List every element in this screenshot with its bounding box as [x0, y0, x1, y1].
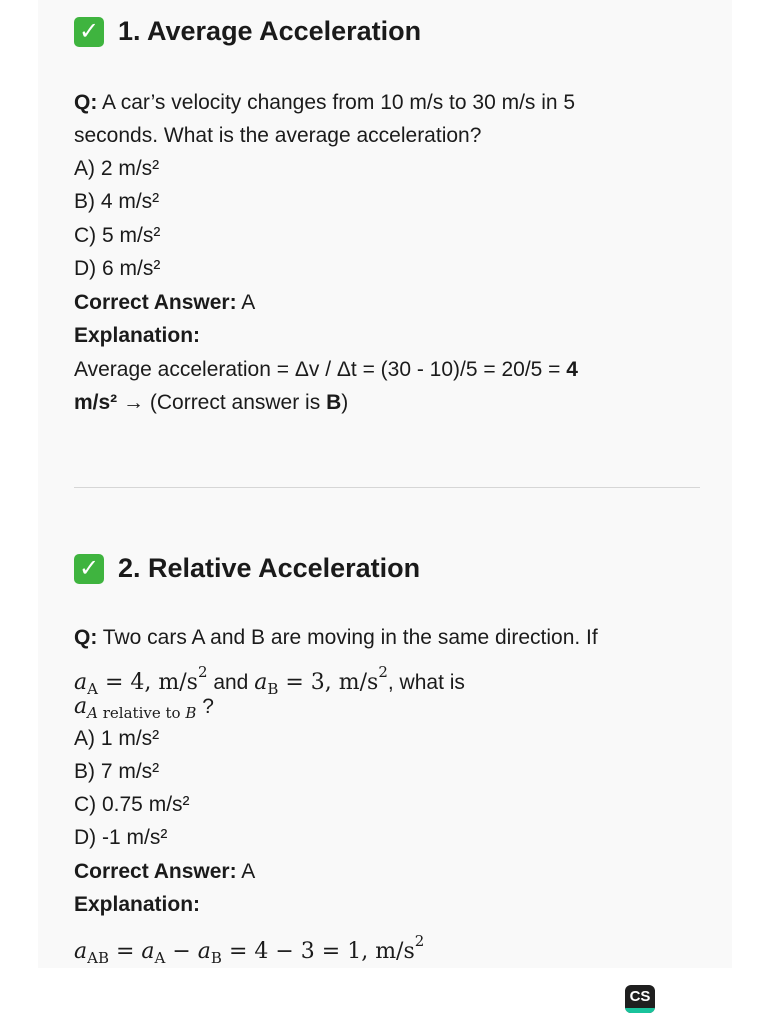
camscanner-logo-icon [625, 985, 655, 1013]
check-mark-icon: ✓ [74, 554, 104, 584]
logo-accent-bar [625, 1008, 655, 1013]
question-1-line-2: seconds. What is the average acceleration? [74, 124, 482, 147]
question-label: Q: [74, 91, 98, 114]
relative-text: relative to [102, 704, 181, 722]
section-divider [74, 487, 700, 488]
option-d: D) -1 m/s² [74, 826, 168, 849]
explanation-line-2 [74, 386, 348, 419]
answer-value: A [241, 291, 256, 314]
answer-value: A [241, 860, 256, 883]
explanation-bold-value: 4 [566, 358, 578, 381]
math-sub: A [87, 680, 98, 698]
section-1-title: 1. Average Acceleration [118, 16, 422, 46]
section-2-title: 2. Relative Acceleration [118, 553, 421, 583]
check-mark-icon: ✓ [74, 17, 104, 47]
explanation-close: ) [341, 391, 349, 414]
math-sub: B [210, 949, 222, 967]
option-c: C) 5 m/s² [74, 224, 161, 247]
correct-answer [74, 855, 255, 888]
explanation-text: Average acceleration = Δv / Δt = (30 - 10)/5 = 20/5 = [74, 358, 567, 381]
option-b: B) 7 m/s² [74, 760, 160, 783]
explanation-equation [74, 925, 424, 975]
math-explanation [74, 932, 425, 967]
explanation-label [74, 319, 200, 352]
explanation-line-1 [74, 353, 578, 386]
and-text: and [213, 671, 249, 694]
question-text: A car’s velocity changes from 10 m/s to 30 m/s in 5 [102, 91, 576, 114]
answer-label: Correct Answer: [74, 860, 237, 883]
math-sub-var-b: B [185, 704, 197, 722]
option-a: A) 2 m/s² [74, 157, 160, 180]
option-d: D) 6 m/s² [74, 257, 161, 280]
math-var: a [197, 939, 211, 964]
math-var: a [74, 939, 88, 964]
explanation-text-2: → (Correct answer is [117, 391, 327, 414]
what-is-text: , what is [387, 671, 465, 694]
option-b: B) 4 m/s² [74, 190, 160, 213]
question-label: Q: [74, 626, 98, 649]
section-1-heading [74, 16, 421, 47]
question-mark: ? [202, 695, 214, 718]
math-value: = 4, m/s [97, 670, 198, 695]
math-var: a [254, 670, 268, 695]
math-sub: A [154, 949, 166, 967]
math-sup: 2 [378, 663, 388, 681]
explanation-unit: m/s² [74, 391, 118, 414]
math-op: = [108, 939, 142, 964]
math-op: − [165, 939, 198, 964]
math-value: = 4 − 3 = 1, m/s [221, 939, 415, 964]
math-sub: B [267, 680, 279, 698]
math-value: = 3, m/s [278, 670, 379, 695]
math-var: a [74, 694, 88, 719]
math-sup: 2 [197, 663, 208, 681]
logo-text: CS [629, 988, 651, 1005]
math-expression-c [74, 694, 197, 722]
math-sub: AB [87, 949, 109, 967]
math-sup: 2 [414, 932, 425, 950]
correct-answer [74, 286, 255, 319]
section-2-heading [74, 553, 420, 584]
question-text: Two cars A and B are moving in the same direction. If [102, 626, 598, 649]
explanation-label [74, 888, 200, 921]
explanation-label-text: Explanation: [74, 893, 201, 916]
math-var: a [74, 670, 88, 695]
math-sub [87, 704, 196, 722]
math-expression-b [254, 663, 388, 698]
option-c: C) 0.75 m/s² [74, 793, 190, 816]
answer-label: Correct Answer: [74, 291, 237, 314]
question-2-line-1 [74, 621, 598, 654]
math-sub-var: A [87, 704, 98, 722]
math-var: a [141, 939, 155, 964]
option-a: A) 1 m/s² [74, 727, 160, 750]
explanation-answer-letter: B [326, 391, 342, 414]
explanation-label-text: Explanation: [74, 324, 201, 347]
question-1-line-1 [74, 86, 575, 119]
